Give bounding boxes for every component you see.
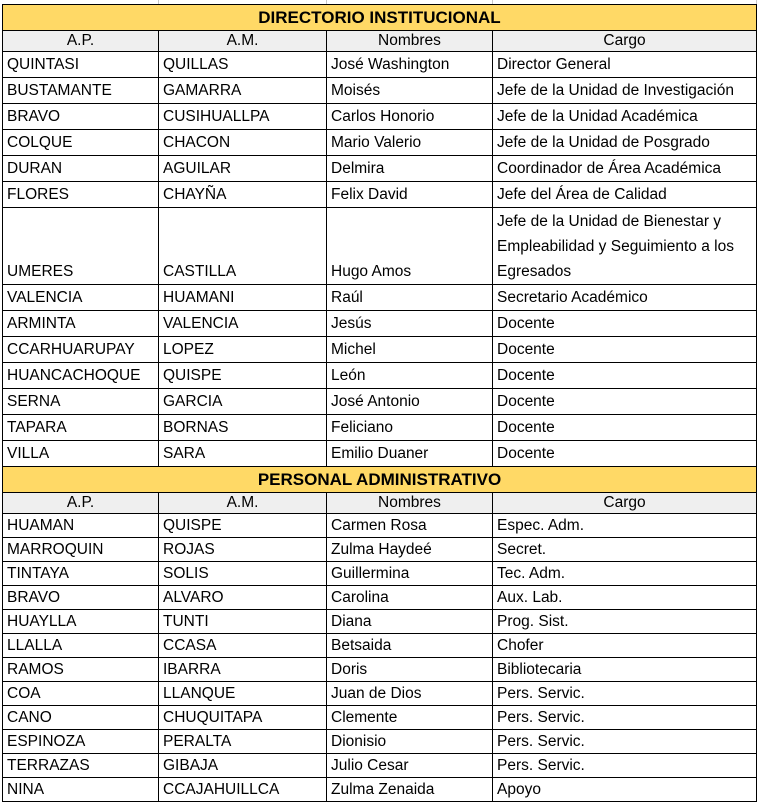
cell-cargo[interactable]: Coordinador de Área Académica (493, 156, 757, 182)
table-row (3, 311, 757, 337)
column-header-am[interactable]: A.M. (159, 493, 327, 514)
cell-cargo[interactable]: Pers. Servic. (493, 754, 757, 778)
table-row (3, 130, 757, 156)
cell-cargo[interactable]: Docente (493, 441, 757, 467)
cell-am[interactable]: CHUQUITAPA (159, 706, 327, 730)
table-row (3, 778, 757, 802)
cell-am[interactable]: LOPEZ (159, 337, 327, 363)
table-row (3, 706, 757, 730)
table-row (3, 658, 757, 682)
cell-cargo[interactable]: Director General (493, 52, 757, 78)
cell-cargo[interactable]: Prog. Sist. (493, 610, 757, 634)
cell-am[interactable]: PERALTA (159, 730, 327, 754)
cell-nombres[interactable]: Julio Cesar (327, 754, 493, 778)
cell-am[interactable]: CUSIHUALLPA (159, 104, 327, 130)
cell-nombres[interactable]: Carlos Honorio (327, 104, 493, 130)
cell-ap[interactable]: BRAVO (3, 586, 159, 610)
cell-am[interactable]: CHACON (159, 130, 327, 156)
cell-cargo[interactable]: Tec. Adm. (493, 562, 757, 586)
cell-cargo[interactable]: Docente (493, 415, 757, 441)
cell-am[interactable]: BORNAS (159, 415, 327, 441)
cell-am[interactable]: QUILLAS (159, 52, 327, 78)
cell-cargo[interactable]: Jefe de la Unidad Académica (493, 104, 757, 130)
cell-nombres[interactable]: Guillermina (327, 562, 493, 586)
table-row (3, 337, 757, 363)
column-header-ap[interactable]: A.P. (3, 31, 159, 52)
cell-cargo[interactable]: Docente (493, 311, 757, 337)
cell-cargo[interactable]: Jefe de la Unidad de Bienestar y Empleabilidad y Seguimiento a los Egresados (493, 208, 757, 285)
cell-ap[interactable]: LLALLA (3, 634, 159, 658)
cell-cargo[interactable]: Docente (493, 363, 757, 389)
cell-ap[interactable]: DURAN (3, 156, 159, 182)
column-header-nombres[interactable]: Nombres (327, 493, 493, 514)
cell-am[interactable]: LLANQUE (159, 682, 327, 706)
table-row (3, 52, 757, 78)
column-header-nombres[interactable]: Nombres (327, 31, 493, 52)
cell-nombres[interactable]: Doris (327, 658, 493, 682)
cell-nombres[interactable]: Juan de Dios (327, 682, 493, 706)
cell-ap[interactable]: HUANCACHOQUE (3, 363, 159, 389)
cell-cargo[interactable]: Pers. Servic. (493, 730, 757, 754)
cell-am[interactable]: ALVARO (159, 586, 327, 610)
cell-am[interactable]: QUISPE (159, 514, 327, 538)
cell-nombres[interactable]: Felix David (327, 182, 493, 208)
cell-ap[interactable]: TINTAYA (3, 562, 159, 586)
cell-cargo[interactable]: Espec. Adm. (493, 514, 757, 538)
cell-cargo[interactable]: Docente (493, 389, 757, 415)
cell-ap[interactable]: CANO (3, 706, 159, 730)
cell-nombres[interactable]: José Antonio (327, 389, 493, 415)
table-row (3, 285, 757, 311)
table-row (3, 208, 757, 285)
table-row (3, 104, 757, 130)
table-row (3, 730, 757, 754)
cell-nombres[interactable]: José Washington (327, 52, 493, 78)
cell-am[interactable]: SOLIS (159, 562, 327, 586)
cell-ap[interactable]: FLORES (3, 182, 159, 208)
cell-cargo[interactable]: Jefe de la Unidad de Posgrado (493, 130, 757, 156)
cell-ap[interactable]: MARROQUIN (3, 538, 159, 562)
cell-am[interactable]: GAMARRA (159, 78, 327, 104)
table-row (3, 610, 757, 634)
cell-nombres[interactable]: Carmen Rosa (327, 514, 493, 538)
table-row (3, 538, 757, 562)
directory-sheet (2, 4, 757, 802)
cell-am[interactable]: CCAJAHUILLCA (159, 778, 327, 802)
cell-ap[interactable]: NINA (3, 778, 159, 802)
cell-nombres[interactable]: Moisés (327, 78, 493, 104)
table-row (3, 562, 757, 586)
column-header-cargo[interactable]: Cargo (493, 31, 757, 52)
cell-nombres[interactable]: Diana (327, 610, 493, 634)
cell-cargo[interactable]: Secret. (493, 538, 757, 562)
cell-ap[interactable]: HUAYLLA (3, 610, 159, 634)
cell-ap[interactable]: SERNA (3, 389, 159, 415)
cell-am[interactable]: QUISPE (159, 363, 327, 389)
cell-cargo[interactable]: Apoyo (493, 778, 757, 802)
cell-nombres[interactable]: Dionisio (327, 730, 493, 754)
cell-am[interactable]: CASTILLA (159, 208, 327, 285)
table-row (3, 634, 757, 658)
cell-am[interactable]: CCASA (159, 634, 327, 658)
cell-nombres[interactable]: Jesús (327, 311, 493, 337)
section-title-row (3, 467, 757, 493)
cell-am[interactable]: CHAYÑA (159, 182, 327, 208)
cell-am[interactable]: IBARRA (159, 658, 327, 682)
cell-ap[interactable]: COA (3, 682, 159, 706)
cell-ap[interactable]: VALENCIA (3, 285, 159, 311)
table-row (3, 156, 757, 182)
table-row (3, 363, 757, 389)
cell-cargo[interactable]: Bibliotecaria (493, 658, 757, 682)
table-row (3, 182, 757, 208)
cell-nombres[interactable]: Emilio Duaner (327, 441, 493, 467)
cell-ap[interactable]: TAPARA (3, 415, 159, 441)
cell-nombres[interactable]: Betsaida (327, 634, 493, 658)
section-title[interactable]: PERSONAL ADMINISTRATIVO (3, 467, 757, 493)
cell-nombres[interactable]: Raúl (327, 285, 493, 311)
cell-am[interactable]: SARA (159, 441, 327, 467)
cell-cargo[interactable]: Pers. Servic. (493, 682, 757, 706)
cell-cargo[interactable]: Jefe de la Unidad de Investigación (493, 78, 757, 104)
table-row (3, 754, 757, 778)
table-row (3, 586, 757, 610)
table-row (3, 441, 757, 467)
section-title-row (3, 5, 757, 31)
table-row (3, 682, 757, 706)
cell-cargo[interactable]: Aux. Lab. (493, 586, 757, 610)
cell-cargo[interactable]: Secretario Académico (493, 285, 757, 311)
table-row (3, 389, 757, 415)
cell-am[interactable]: GIBAJA (159, 754, 327, 778)
cell-nombres[interactable]: Zulma Zenaida (327, 778, 493, 802)
cell-am[interactable]: HUAMANI (159, 285, 327, 311)
cell-nombres[interactable]: Michel (327, 337, 493, 363)
cell-ap[interactable]: ARMINTA (3, 311, 159, 337)
cell-nombres[interactable]: Delmira (327, 156, 493, 182)
section-title[interactable]: DIRECTORIO INSTITUCIONAL (3, 5, 757, 31)
column-header-row (3, 31, 757, 52)
cell-ap[interactable]: VILLA (3, 441, 159, 467)
column-header-cargo[interactable]: Cargo (493, 493, 757, 514)
cell-am[interactable]: TUNTI (159, 610, 327, 634)
cell-ap[interactable]: BRAVO (3, 104, 159, 130)
cell-cargo[interactable]: Pers. Servic. (493, 706, 757, 730)
cell-nombres[interactable]: Zulma Haydeé (327, 538, 493, 562)
cell-am[interactable]: GARCIA (159, 389, 327, 415)
column-header-ap[interactable]: A.P. (3, 493, 159, 514)
table-row (3, 514, 757, 538)
cell-nombres[interactable]: Mario Valerio (327, 130, 493, 156)
cell-cargo[interactable]: Jefe del Área de Calidad (493, 182, 757, 208)
column-header-row (3, 493, 757, 514)
column-header-am[interactable]: A.M. (159, 31, 327, 52)
table-row (3, 415, 757, 441)
cell-am[interactable]: VALENCIA (159, 311, 327, 337)
cell-cargo[interactable]: Docente (493, 337, 757, 363)
cell-nombres[interactable]: Carolina (327, 586, 493, 610)
cell-ap[interactable]: QUINTASI (3, 52, 159, 78)
cell-cargo[interactable]: Chofer (493, 634, 757, 658)
cell-ap[interactable]: HUAMAN (3, 514, 159, 538)
table-row (3, 78, 757, 104)
cell-ap[interactable]: COLQUE (3, 130, 159, 156)
cell-nombres[interactable]: Clemente (327, 706, 493, 730)
cell-ap[interactable]: RAMOS (3, 658, 159, 682)
cell-nombres[interactable]: Hugo Amos (327, 208, 493, 285)
cell-ap[interactable]: UMERES (3, 208, 159, 285)
cell-ap[interactable]: CCARHUARUPAY (3, 337, 159, 363)
cell-nombres[interactable]: Feliciano (327, 415, 493, 441)
cell-ap[interactable]: BUSTAMANTE (3, 78, 159, 104)
cell-ap[interactable]: ESPINOZA (3, 730, 159, 754)
cell-ap[interactable]: TERRAZAS (3, 754, 159, 778)
cell-nombres[interactable]: León (327, 363, 493, 389)
cell-am[interactable]: ROJAS (159, 538, 327, 562)
cell-am[interactable]: AGUILAR (159, 156, 327, 182)
